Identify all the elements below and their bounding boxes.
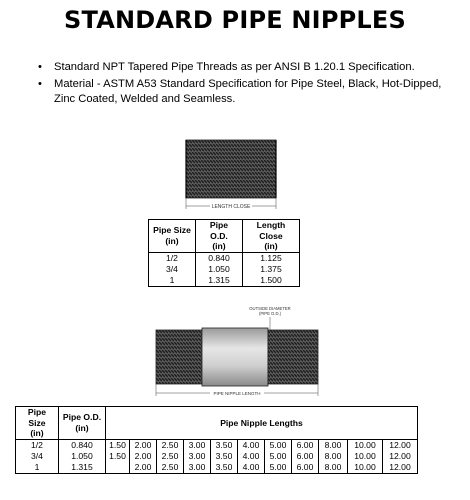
pipe-body	[202, 328, 268, 386]
table-cell: 6.00	[292, 451, 319, 462]
table-cell: 12.00	[383, 462, 418, 474]
od-label: OUTSIDE DIAMETER	[249, 306, 291, 311]
table-cell: 4.00	[238, 462, 265, 474]
table-cell: 0.840	[59, 439, 106, 451]
bullet-icon: •	[38, 77, 42, 90]
pipe-length-label: PIPE NIPPLE LENGTH	[213, 391, 261, 396]
table-cell: 2.00	[130, 439, 157, 451]
table-cell: 1.315	[59, 462, 106, 474]
close-nipple-table	[148, 219, 300, 287]
table-cell: 1	[149, 275, 196, 287]
page-title: STANDARD PIPE NIPPLES	[64, 6, 406, 34]
table-cell: 2.00	[130, 462, 157, 474]
table-cell: 3/4	[16, 451, 59, 462]
bullet-icon: •	[38, 61, 42, 73]
table-row	[149, 275, 300, 287]
table-cell: 1.500	[243, 275, 300, 287]
table-header-row	[16, 407, 418, 440]
table-cell: 1.50	[106, 439, 130, 451]
table-cell: 10.00	[348, 451, 383, 462]
table-cell: 1	[16, 462, 59, 474]
spec-bullet: • Material - ASTM A53 Standard Specification for Pipe Steel, Black, Hot-Dipped, Zinc Coated, Welded and Seamless.	[38, 77, 442, 105]
table-row	[149, 252, 300, 264]
table-cell: 10.00	[348, 462, 383, 474]
table-cell: 1/2	[16, 439, 59, 451]
table-cell: 6.00	[292, 439, 319, 451]
table-cell: 3.50	[211, 451, 238, 462]
table-cell: 12.00	[383, 451, 418, 462]
threaded-body	[186, 140, 276, 198]
table-cell: 2.50	[157, 451, 184, 462]
table-cell: 5.00	[265, 439, 292, 451]
table-cell: 4.00	[238, 451, 265, 462]
close-nipple-drawing	[168, 136, 288, 214]
table-cell: 0.840	[196, 252, 243, 264]
table-cell: 1.125	[243, 252, 300, 264]
table-header-row	[149, 220, 300, 253]
table-cell: 8.00	[319, 451, 348, 462]
table-cell	[106, 462, 130, 474]
table-header: Pipe O.D. (in)	[59, 407, 106, 440]
table-cell: 3.00	[184, 451, 211, 462]
table-cell: 3.50	[211, 462, 238, 474]
table-cell: 10.00	[348, 439, 383, 451]
table-header: Pipe Size (in)	[16, 407, 59, 440]
table-cell: 2.00	[130, 451, 157, 462]
table-cell: 3.00	[184, 439, 211, 451]
od-label-sub: (PIPE O.D.)	[258, 311, 282, 316]
table-cell: 12.00	[383, 439, 418, 451]
table-cell: 1.050	[196, 264, 243, 275]
table-cell: 5.00	[265, 462, 292, 474]
table-cell: 2.50	[157, 462, 184, 474]
spec-bullet: • Standard NPT Tapered Pipe Threads as per ANSI B 1.20.1 Specification.	[36, 60, 446, 76]
left-thread	[156, 330, 202, 384]
table-header: Pipe O.D. (in)	[196, 220, 243, 253]
spec-bullet-list	[36, 60, 446, 109]
table-cell: 1.315	[196, 275, 243, 287]
table-row	[16, 451, 418, 462]
table-cell: 1.50	[106, 451, 130, 462]
table-cell: 3.00	[184, 462, 211, 474]
length-close-label: LENGTH CLOSE	[211, 204, 251, 210]
table-cell: 8.00	[319, 462, 348, 474]
table-cell: 2.50	[157, 439, 184, 451]
table-cell: 3.50	[211, 439, 238, 451]
table-row	[149, 264, 300, 275]
table-header: Pipe Nipple Lengths	[106, 407, 418, 440]
table-cell: 3/4	[149, 264, 196, 275]
table-header: Length Close (in)	[243, 220, 300, 253]
table-cell: 5.00	[265, 451, 292, 462]
table-cell: 1.375	[243, 264, 300, 275]
table-cell: 1.050	[59, 451, 106, 462]
pipe-nipple-lengths-table	[15, 406, 418, 474]
right-thread	[268, 330, 318, 384]
table-cell: 8.00	[319, 439, 348, 451]
table-cell: 4.00	[238, 439, 265, 451]
table-cell: 1/2	[149, 252, 196, 264]
table-row	[16, 439, 418, 451]
table-cell: 6.00	[292, 462, 319, 474]
table-row	[16, 462, 418, 474]
table-header: Pipe Size (in)	[149, 220, 196, 253]
pipe-nipple-drawing	[150, 306, 326, 398]
